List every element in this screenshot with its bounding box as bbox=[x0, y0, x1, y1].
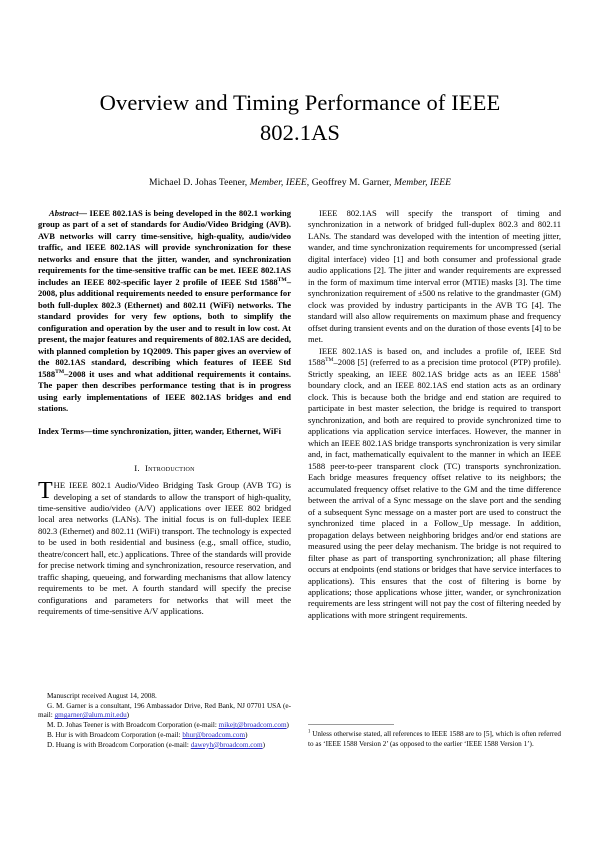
page-title: Overview and Timing Performance of IEEE 802.1AS bbox=[99, 90, 501, 145]
footnote-separator-rule bbox=[308, 724, 394, 725]
footnote-teener-text-a: M. D. Johas Teener is with Broadcom Corporation (e-mail: bbox=[47, 721, 219, 730]
right-paragraph-2 bbox=[308, 346, 561, 622]
two-column-body bbox=[38, 208, 562, 768]
title-block bbox=[0, 0, 600, 188]
footnote-huang-text-b: ) bbox=[262, 740, 266, 749]
left-footnote-block bbox=[38, 692, 291, 750]
footnote-huang bbox=[38, 741, 291, 751]
intro-smallcaps: HE bbox=[53, 480, 66, 491]
author-role-2: Member, IEEE bbox=[393, 177, 452, 189]
email-link-daweyh[interactable]: daweyh@broadcom.com bbox=[190, 740, 263, 749]
footnote-manuscript: Manuscript received August 14, 2008. bbox=[47, 692, 157, 700]
footnote-garner-text-b: ) bbox=[126, 711, 130, 720]
section-number: I. bbox=[134, 463, 140, 474]
right-para2-text-b: –2008 [5] (referred to as a precision time protocol (PTP) profile). Strictly speaking, an IEEE 802.1AS bridge acts as an IEEE 1588 bbox=[308, 357, 561, 379]
abstract-label: Abstract— bbox=[49, 208, 87, 218]
footnote-teener bbox=[38, 721, 291, 731]
footnote-hur-text-a: B. Hur is with Broadcom Corporation (e-mail: bbox=[47, 730, 183, 739]
footnote-number: 1 bbox=[308, 729, 311, 735]
footnote-teener-text-b: ) bbox=[286, 721, 289, 730]
email-link-mikejt[interactable]: mikejt@broadcom.com bbox=[218, 721, 287, 730]
footnote-hur bbox=[38, 731, 291, 741]
footnote-ieee1588-note bbox=[308, 730, 561, 749]
drop-cap: T bbox=[38, 478, 53, 505]
trademark-superscript-3: TM bbox=[325, 357, 334, 364]
email-link-gmgarner[interactable]: gmgarner@alum.mit.edu bbox=[54, 711, 127, 720]
author-name-1: Michael D. Johas Teener, bbox=[148, 177, 248, 189]
right-para2-text-a: IEEE 802.1AS is based on, and includes a profile of, IEEE Std 1588 bbox=[308, 345, 561, 368]
footnote-hur-text-b: ) bbox=[245, 730, 248, 739]
trademark-superscript-2: TM bbox=[55, 368, 65, 375]
intro-text: IEEE 802.1 Audio/Video Bridging Task Group (AVB TG) is developing a set of standards to allow the transport of high-quality, time-sensitive audio/video (A/V) applications over IEEE 802 bridged local area networks (LANs). The initial focus is on full-duplex IEEE 802.3 (Ethernet) and 802.11 (WiFi) transport. The technology is expected to be used in both residential and business (e.g., small office, studio, theatre/concert hall, etc.) applications. Three of the standards will provide for precise network timing and synchronization, resource reservation, and traffic shaping, queueing, and forwarding mechanisms that allow latency requirements to be met. A fourth standard will specify the precise configurations and parameters for networks that will meet the requirements of time-sensitive A/V applications. bbox=[38, 480, 291, 617]
left-column bbox=[38, 208, 291, 768]
footnote-note-text: Unless otherwise stated, all references to IEEE 1588 are to [5], which is often referred to as ‘IEEE 1588 Version 2’ (as opposed to the earlier ‘IEEE 1588 Version 1’). bbox=[308, 730, 561, 748]
trademark-superscript: TM bbox=[277, 277, 287, 284]
section-name: Introduction bbox=[144, 463, 195, 474]
author-separator: , bbox=[306, 177, 312, 189]
email-link-bhur[interactable]: bhur@broadcom.com bbox=[182, 730, 246, 739]
right-footnote-block bbox=[308, 724, 561, 749]
abstract-paragraph bbox=[38, 208, 291, 415]
right-para2-text-c: boundary clock, and an IEEE 802.1AS end station acts as an ordinary clock. This is because both the bridge and end station are required to participate in best master selection, the bridge is required to transport synchronization, and both are required to provide synchronized time to applications via application service interfaces. However, the manner in which an IEEE 802.1AS bridge transports synchronization is very similar and, in fact, mathematically equivalent to the manner in which an IEEE 1588 peer-to-peer transparent clock (TC) transports synchronization. Each bridge measures frequency offset relative to its neighbors; the accumulated frequency offset relative to the GM and the time difference between the arrival of a Sync message on the slave port and the sending of a subsequent Sync message on a master port are used to construct the synchronized time placed in a Follow_Up message. In addition, propagation delays between neighboring bridges and/or end stations are measured using the peer delay mechanism. The bridge is not required to filter phase as part of transporting synchronization; all phase filtering occurs at endpoints (end stations or bridges that have service interfaces to applications). This ensures that the cost of filtering is borne by applications; those applications whose jitter, wander, or synchronization requirements are less stringent will not pay the cost of filtering needed by applications with more stringent requirements. bbox=[308, 380, 561, 620]
author-role-1: Member, IEEE bbox=[249, 177, 307, 189]
abstract-text-a: IEEE 802.1AS is being developed in the 802.1 working group as part of a set of standards for Audio/Video Bridging (AVB). AVB networks will carry time-sensitive, high-quality, audio/video traffic, and IEEE 802.1AS will provide synchronization for these networks and ensure that the jitter, wander, and synchronization requirements for the time-sensitive traffic can be met. IEEE 802.1AS includes an IEEE 802-specific layer 2 profile of IEEE Std 1588 bbox=[38, 208, 291, 287]
footnote-huang-text-a: D. Huang is with Broadcom Corporation (e-mail: bbox=[47, 740, 191, 749]
section-heading-introduction bbox=[38, 463, 291, 475]
right-column bbox=[308, 208, 561, 768]
introduction-paragraph bbox=[38, 480, 291, 618]
footnote-garner-text-a: G. M. Garner is a consultant, 196 Ambassador Drive, Red Bank, NJ 07701 USA (e-mail: bbox=[38, 701, 291, 720]
author-line bbox=[92, 177, 508, 188]
abstract-text-c: –2008 it uses and what additional requirements it contains. The paper then describes performance testing that is in progress using early implementations of IEEE 802.1AS bridges and end stations. bbox=[38, 368, 291, 414]
right-paragraph-1: IEEE 802.1AS will specify the transport of timing and synchronization in a network of bridged full-duplex 802.3 and 802.11 LANs. The standard was developed with the intention of meeting jitter, wander, and time synchronization requirements for uncompressed (serial digital interface) video [1] and both consumer and professional grade audio applications [2]. The jitter and wander requirements are expressed in the form of maximum time interval error (MTIE) masks [3]. The time synchronization requirement of ±500 ns relative to the grandmaster (GM) clock was provided by industry participants in the AVB TG [4]. The standard will also allow requirements on maximum phase and frequency offset during transient events and on the duration of those events [4] to be met. bbox=[308, 208, 561, 345]
index-terms: Index Terms—time synchronization, jitter, wander, Ethernet, WiFi bbox=[38, 425, 281, 436]
footnote-garner bbox=[38, 702, 291, 721]
footnote-marker-1: 1 bbox=[558, 368, 561, 375]
author-name-2: Geoffrey M. Garner, bbox=[311, 177, 392, 189]
abstract-text-b: –2008, plus additional requirements needed to ensure performance for both full-duplex 802.3 (Ethernet) and 802.11 (WiFi) networks. The standard provides for very few options, both to simplify the configuration and operation by the user and to result in low cost. At present, the major features and requirements of 802.1AS are decided, with planned completion by 1Q2009. This paper gives an overview of the 802.1AS standard, describing which features of IEEE Std 1588 bbox=[38, 276, 291, 379]
